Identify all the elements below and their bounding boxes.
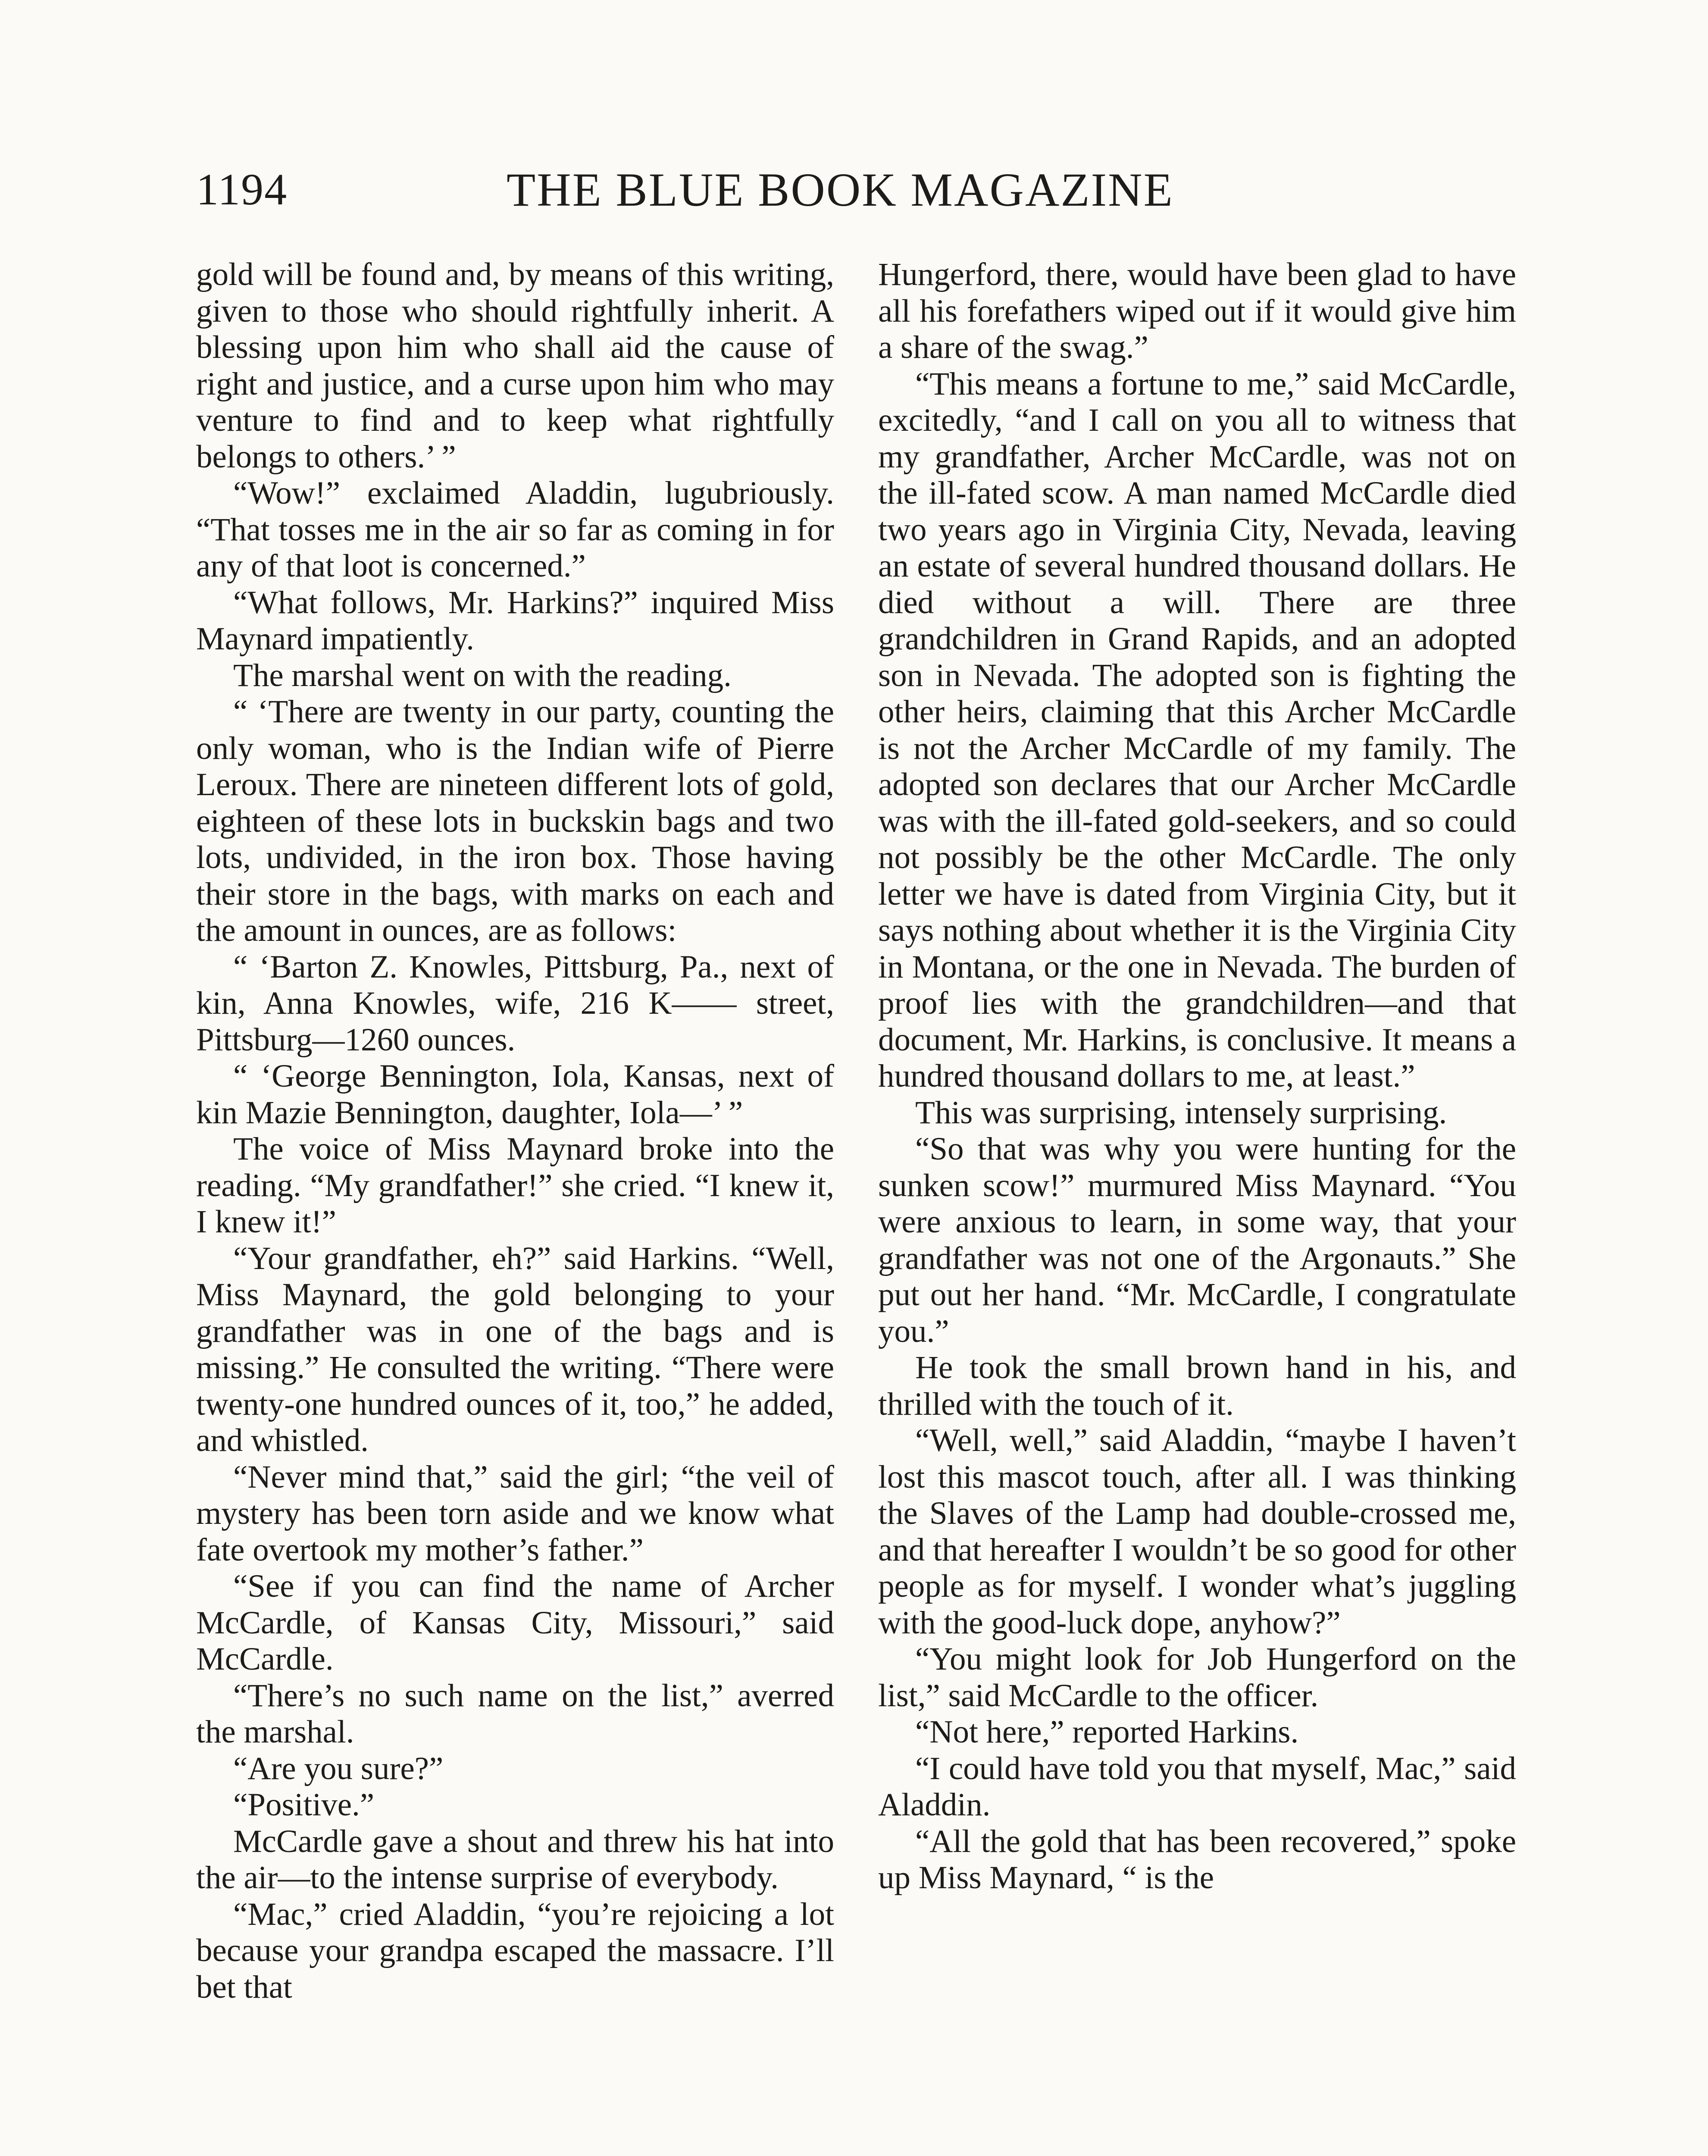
paragraph: He took the small brown hand in his, and thrilled with the touch of it. xyxy=(878,1350,1516,1422)
page-number: 1194 xyxy=(196,165,288,214)
paragraph: “You might look for Job Hungerford on the list,” said McCardle to the officer. xyxy=(878,1641,1516,1714)
paragraph: “Positive.” xyxy=(233,1787,375,1823)
paragraph: “So that was why you were hunting for the sunken scow!” murmured Miss Maynard. “You were anxious to learn, in some way, that your grandfather was not one of the Argonauts.” She put out her hand. “Mr. McCardle, I congratulate you.” xyxy=(878,1131,1516,1349)
paragraph: “Never mind that,” said the girl; “the veil of mystery has been torn aside and we know what fate overtook my mother’s father.” xyxy=(196,1459,834,1568)
paragraph: “ ‘Barton Z. Knowles, Pittsburg, Pa., next of kin, Anna Knowles, wife, 216 K—— street, Pittsburg—1260 ounces. xyxy=(196,949,834,1058)
paragraph: “Your grandfather, eh?” said Harkins. “Well, Miss Maynard, the gold belonging to your grandfather was in one of the bags and is missing.” He consulted the writing. “There were twenty-one hundred ounces of it, too,” he added, and whistled. xyxy=(196,1240,834,1458)
running-title: THE BLUE BOOK MAGAZINE xyxy=(507,163,1174,216)
paragraph: “ ‘There are twenty in our party, counting the only woman, who is the Indian wife of Pierre Leroux. There are nineteen different lots of gold, eighteen of these lots in buckskin bags and two lots, undivided, in the iron box. Those having their store in the bags, with marks on each and the amount in ounces, are as follows: xyxy=(196,694,834,948)
page-header xyxy=(196,160,1511,229)
paragraph: “Are you sure?” xyxy=(233,1750,444,1786)
paragraph: This was surprising, intensely surprising. xyxy=(915,1094,1447,1131)
paragraph: “There’s no such name on the list,” averred the marshal. xyxy=(196,1677,834,1750)
paragraph: “Not here,” reported Harkins. xyxy=(915,1714,1299,1750)
right-column xyxy=(878,257,1516,1896)
left-column xyxy=(196,257,834,2006)
paragraph: Hungerford, there, would have been glad to have all his forefathers wiped out if it would give him a share of the swag.” xyxy=(878,257,1516,365)
paragraph: “What follows, Mr. Harkins?” inquired Miss Maynard impatiently. xyxy=(196,584,834,657)
paragraph: “All the gold that has been recovered,” spoke up Miss Maynard, “ is the xyxy=(878,1823,1516,1896)
paragraph: The marshal went on with the reading. xyxy=(233,657,732,693)
paragraph: “Wow!” exclaimed Aladdin, lugubriously. “That tosses me in the air so far as coming in for any of that loot is concerned.” xyxy=(196,475,834,584)
paragraph: “This means a fortune to me,” said McCardle, excitedly, “and I call on you all to witness that my grandfather, Archer McCardle, was not on the ill-fated scow. A man named McCardle died two years ago in Virginia City, Nevada, leaving an estate of several hundred thousand dollars. He died without a will. There are three grandchildren in Grand Rapids, and an adopted son in Nevada. The adopted son is fighting the other heirs, claiming that this Archer McCardle is not the Archer McCardle of my family. The adopted son declares that our Archer McCardle was with the ill-fated gold-seekers, and so could not possibly be the other McCardle. The only letter we have is dated from Virginia City, but it says nothing about whether it is the Virginia City in Montana, or the one in Nevada. The burden of proof lies with the grandchildren—and that document, Mr. Harkins, is conclusive. It means a hundred thousand dollars to me, at least.” xyxy=(878,366,1516,1094)
paragraph: “I could have told you that myself, Mac,” said Aladdin. xyxy=(878,1750,1516,1823)
paragraph: “Mac,” cried Aladdin, “you’re rejoicing a lot because your grandpa escaped the massacre. I’ll bet that xyxy=(196,1896,834,2005)
paragraph: “See if you can find the name of Archer McCardle, of Kansas City, Missouri,” said McCardle. xyxy=(196,1568,834,1677)
paragraph: The voice of Miss Maynard broke into the reading. “My grandfather!” she cried. “I knew it, I knew it!” xyxy=(196,1131,834,1240)
paragraph: gold will be found and, by means of this writing, given to those who should rightfully inherit. A blessing upon him who shall aid the cause of right and justice, and a curse upon him who may venture to find and to keep what rightfully belongs to others.’ ” xyxy=(196,257,834,475)
paragraph: McCardle gave a shout and threw his hat into the air—to the intense surprise of everybody. xyxy=(196,1823,834,1896)
paragraph: “Well, well,” said Aladdin, “maybe I haven’t lost this mascot touch, after all. I was thinking the Slaves of the Lamp had double-crossed me, and that hereafter I wouldn’t be so good for other people as for myself. I wonder what’s juggling with the good-luck dope, anyhow?” xyxy=(878,1423,1516,1641)
paragraph: “ ‘George Bennington, Iola, Kansas, next of kin Mazie Bennington, daughter, Iola—’ ” xyxy=(196,1058,834,1131)
